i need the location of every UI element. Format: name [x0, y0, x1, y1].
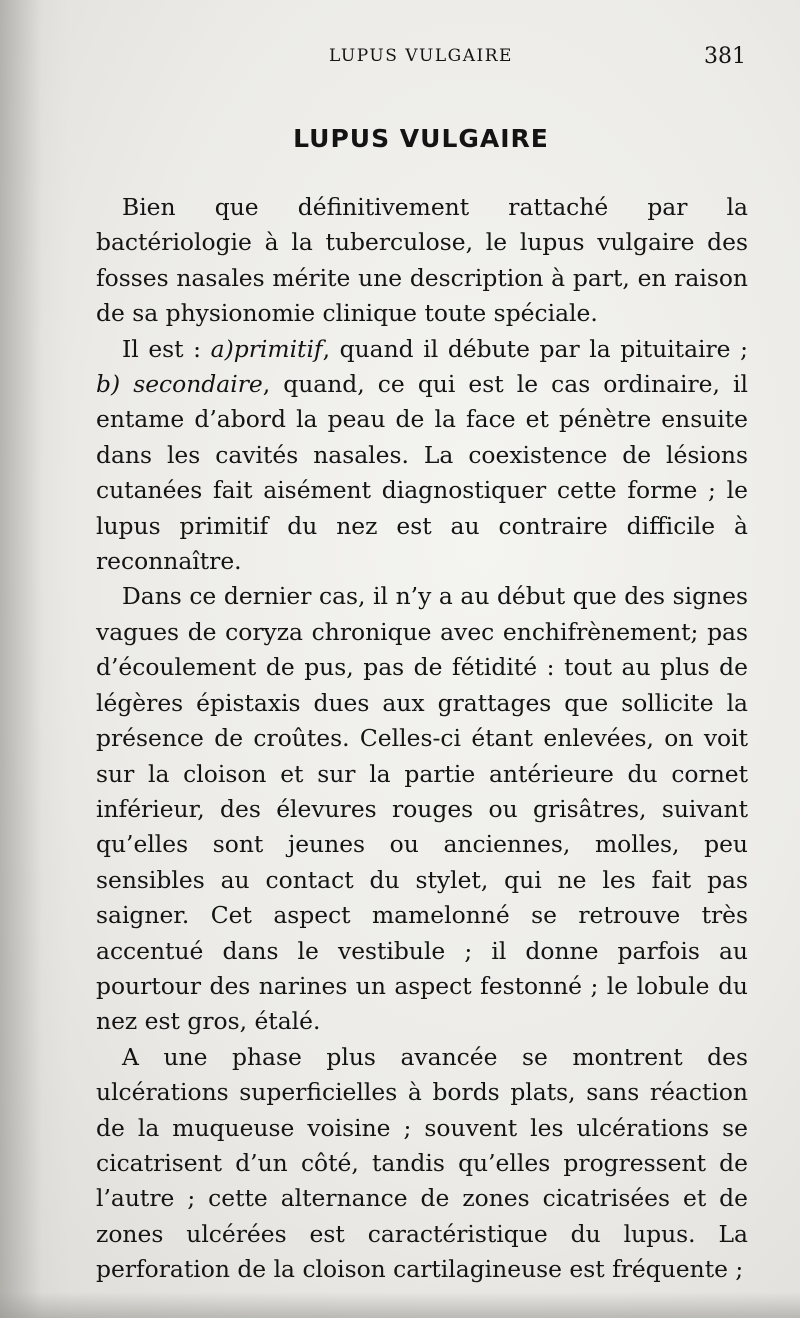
paragraph-3: Dans ce dernier cas, il n’y a au début que des signes vagues de coryza chronique avec enchifrènement; pas d’écoulement de pus, pas de fétidité : tout au plus de légères épistaxis dues aux grattages que sollicite la présence de croûtes. Celles-ci étant enlevées, on voit sur la cloison et sur la partie antérieure du cornet inférieur, des élevures rouges ou grisâtres, suivant qu’elles sont jeunes ou anciennes, molles, peu sensibles au contact du stylet, qui ne les fait pas saigner. Cet aspect mamelonné se retrouve très accentué dans le vestibule ; il donne parfois au pourtour des narines un aspect festonné ; le lobule du nez est gros, étalé.	[96, 582, 748, 1036]
binding-shadow	[0, 0, 70, 1318]
term-secondaire: secondaire	[133, 370, 263, 399]
section-title: LUPUS VULGAIRE	[293, 124, 549, 153]
bottom-edge-shadow	[0, 1292, 800, 1318]
marker-b: b)	[96, 370, 121, 399]
paragraph-2-intro: Il est :	[122, 334, 211, 363]
paragraph-4: A une phase plus avancée se montrent des ulcérations superficielles à bords plats, sans réaction de la muqueuse voisine ; souvent les ulcérations se cicatrisent d’un côté, tandis qu’elles progressent de l’autre ; cette alternance de zones cicatrisées et de zones ulcérées est caractéristique du lupus. La perforation de la cloison cartilagineuse est fréquente ;	[96, 1042, 748, 1284]
paragraph-2-a-text: , quand il débute par la pituitaire ;	[322, 334, 749, 363]
term-primitif: primitif	[233, 334, 323, 363]
marker-a: a)	[210, 334, 234, 363]
paragraph-2-b-text: , quand, ce qui est le cas ordinaire, il entame d’abord la peau de la face et pénètre ensuite dans les cavités nasales. La coexistence de lésions cutanées fait aisément diagnostiquer cette forme ; le lupus primitif du nez est au contraire difficile à reconnaître.	[96, 370, 748, 576]
running-title: LUPUS VULGAIRE	[329, 46, 513, 66]
body-text	[96, 190, 748, 1288]
page-number: 381	[704, 44, 746, 69]
paragraph-1: Bien que définitivement rattaché par la bactériologie à la tuberculose, le lupus vulgaire des fosses nasales mérite une description à part, en raison de sa physionomie clinique toute spéciale.	[96, 193, 748, 328]
running-header	[96, 44, 746, 74]
paragraph-2	[96, 332, 748, 580]
